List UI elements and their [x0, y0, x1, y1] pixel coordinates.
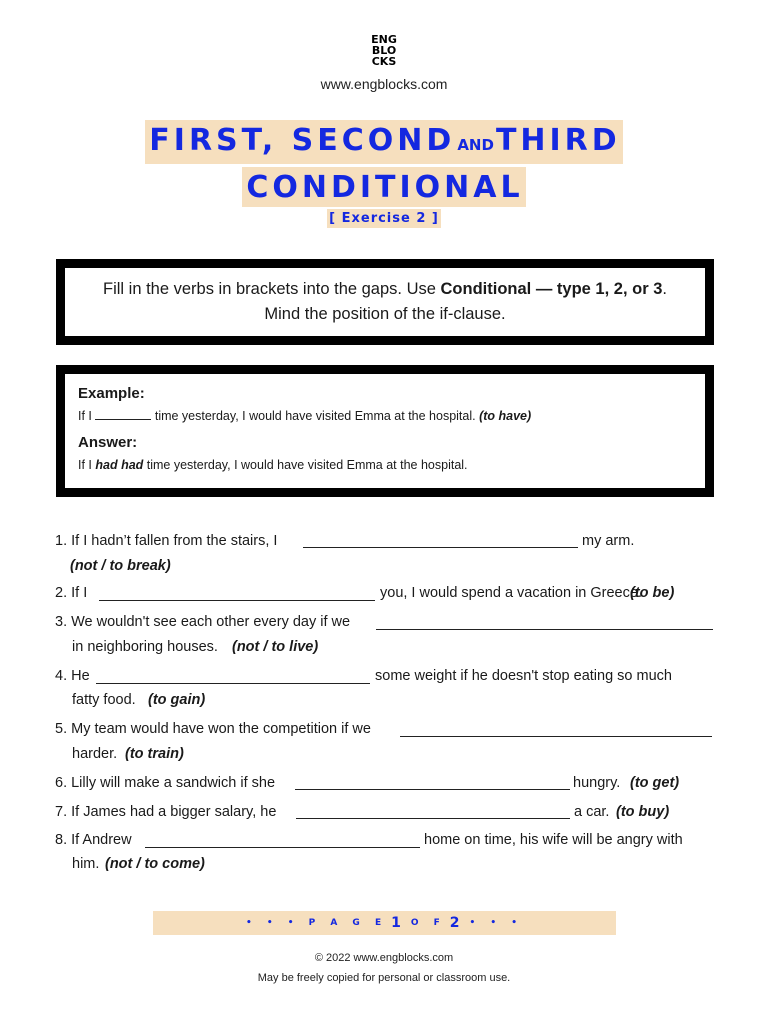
title-part-2: THIRD: [495, 123, 621, 158]
example-hint: (to have): [479, 409, 532, 423]
page-indicator: [153, 911, 616, 935]
question-8-tail-2: him.: [72, 856, 100, 872]
title-part-3: CONDITIONAL: [242, 167, 525, 207]
question-3-text: 3. We wouldn't see each other every day if we: [55, 614, 351, 630]
question-4-tail-2: fatty food.: [72, 692, 136, 708]
question-5-tail: harder.: [72, 746, 118, 762]
permission-text: May be freely copied for personal or classroom use.: [257, 972, 511, 984]
question-2-hint: (to be): [630, 585, 675, 601]
instructions-post: . Mind the position of the if-clause.: [264, 280, 667, 323]
question-1-text: 1. If I hadn’t fallen from the stairs, I: [55, 533, 278, 549]
question-5-blank[interactable]: [400, 736, 712, 737]
question-4-text: 4. He: [55, 668, 90, 684]
instructions-box: [56, 259, 714, 345]
question-6-text: 6. Lilly will make a sandwich if she: [55, 775, 276, 791]
answer-pre: If I: [78, 458, 96, 472]
example-pre: If I: [78, 409, 96, 423]
logo-line-3: CKS: [371, 55, 397, 68]
question-8-text: 8. If Andrew: [55, 832, 132, 848]
instructions-bold: Conditional — type 1, 2, or 3: [440, 280, 663, 298]
question-4-blank[interactable]: [96, 683, 370, 684]
question-3-hint: (not / to live): [232, 639, 319, 655]
question-4-hint: (to gain): [148, 692, 206, 708]
site-url[interactable]: www.engblocks.com: [320, 76, 448, 92]
question-8-blank[interactable]: [145, 847, 420, 848]
question-7-hint: (to buy): [616, 804, 670, 820]
question-1-blank[interactable]: [303, 547, 578, 548]
question-7-tail: a car.: [574, 804, 610, 820]
question-3-blank[interactable]: [376, 629, 713, 630]
title-line-2: [0, 167, 768, 207]
question-7-text: 7. If James had a bigger salary, he: [55, 804, 277, 820]
question-6-blank[interactable]: [295, 789, 570, 790]
question-4-tail: some weight if he doesn't stop eating so much: [375, 668, 672, 684]
question-6-hint: (to get): [630, 775, 680, 791]
question-6-tail: hungry.: [573, 775, 621, 791]
question-3-tail: in neighboring houses.: [72, 639, 218, 655]
title-highlight-1: [145, 120, 622, 164]
title-line-1: [0, 120, 768, 164]
question-1-tail: my arm.: [582, 533, 635, 549]
example-sentence: [78, 408, 705, 424]
question-7-blank[interactable]: [296, 818, 570, 819]
page-total: 2: [449, 915, 460, 931]
example-post: time yesterday, I would have visited Emma at the hospital.: [151, 409, 480, 423]
engblocks-logo: [367, 34, 401, 67]
instructions-text: [95, 277, 675, 327]
example-label: Example:: [78, 385, 145, 402]
logo-line-2: BLO: [371, 44, 397, 57]
page-word: • • • P A G E: [245, 918, 388, 928]
page-trail: • • •: [469, 918, 524, 928]
answer-post: time yesterday, I would have visited Emma at the hospital.: [143, 458, 468, 472]
question-1-hint: (not / to break): [70, 558, 171, 574]
title-part-1: FIRST, SECOND: [149, 123, 456, 158]
answer-bold: had had: [95, 458, 144, 472]
example-box: [56, 365, 714, 497]
exercise-label: [ Exercise 2 ]: [329, 211, 439, 226]
page-number: 1: [391, 915, 401, 931]
question-2-text: 2. If I: [55, 585, 88, 601]
exercise-label-wrap: [0, 209, 768, 228]
question-2-tail: you, I would spend a vacation in Greece.: [380, 585, 642, 601]
answer-sentence: [78, 457, 705, 473]
question-5-text: 5. My team would have won the competition if we: [55, 721, 371, 737]
question-8-hint: (not / to come): [105, 856, 205, 872]
question-5-hint: (to train): [125, 746, 184, 762]
title-and: AND: [457, 136, 494, 154]
question-8-tail: home on time, his wife will be angry with: [424, 832, 683, 848]
copyright-text: © 2022 www.engblocks.com: [314, 952, 454, 964]
question-2-blank[interactable]: [99, 600, 375, 601]
example-gap: [95, 408, 151, 420]
of-word: O F: [410, 918, 446, 928]
answer-label: Answer:: [78, 434, 138, 451]
instructions-pre: Fill in the verbs in brackets into the gaps. Use: [103, 280, 441, 298]
logo-line-1: ENG: [371, 33, 397, 46]
